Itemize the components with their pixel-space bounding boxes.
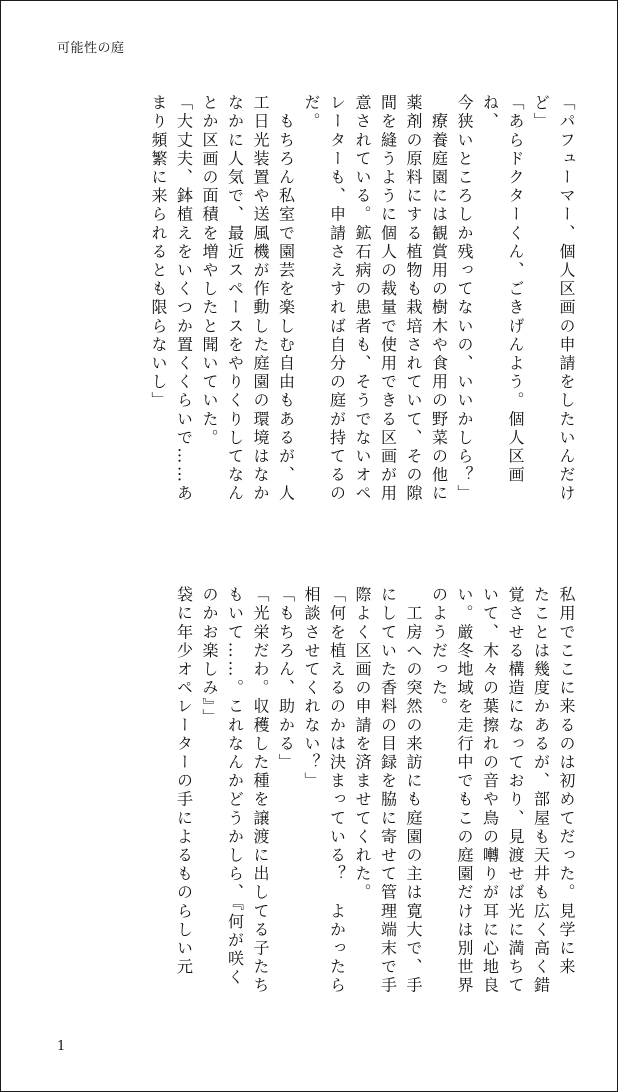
text-line: ど」 — [531, 94, 551, 132]
text-line: まり頻繁に来られるとも限らないし」 — [149, 94, 168, 411]
text-line: 意されている。鉱石病の患者も、そうでないオペ — [353, 94, 372, 504]
text-line: 際よく区画の申請を済ませてくれた。 — [353, 586, 372, 903]
text-line: 工房への突然の来訪にも庭園の主は寛大で、手 — [404, 586, 423, 996]
text-line: 療養庭園には観賞用の樹木や食用の野菜の他に — [429, 94, 449, 504]
text-line: 「大丈夫、鉢植えをいくつか置くくらいで……あ — [174, 94, 194, 504]
page-number: 1 — [57, 1039, 66, 1054]
text-line: 「光栄だわ。収穫した種を譲渡に出してる子たち — [251, 586, 270, 996]
text-line: 工日光装置や送風機が作動した庭園の環境はなか — [251, 94, 270, 504]
text-line: 相談させてくれない？」 — [302, 586, 321, 791]
text-line: なかに人気で、最近スペースをやりくりしてなん — [225, 94, 245, 504]
text-line: のかお楽しみ』」 — [200, 586, 219, 727]
text-block-bottom — [59, 586, 579, 1004]
text-line: 「もちろん、助かる」 — [276, 586, 296, 772]
text-line: 薬剤の原料にする植物も栽培されていて、その隙 — [404, 94, 423, 504]
text-line: にしていた香料の目録を脇に寄せて管理端末で手 — [378, 586, 398, 996]
text-line: 覚させる構造になっており、見渡せば光に満ちて — [506, 586, 525, 996]
text-line: レーターも、申請さえすれば自分の庭が持てるの — [327, 94, 347, 504]
text-line: い。厳冬地域を走行中でもこの庭園だけは別世界 — [455, 586, 474, 996]
text-block-top — [59, 94, 579, 512]
text-line: いて、木々の葉擦れの音や鳥の囀りが耳に心地良 — [480, 586, 500, 996]
text-line: もいて……。これなんかどうかしら、『何が咲く — [225, 586, 245, 988]
text-line: 袋に年少オペレーターの手によるものらしい元 — [174, 586, 194, 977]
text-line: もちろん私室で園芸を楽しむ自由もあるが、人 — [276, 94, 296, 504]
text-line: だ。 — [302, 94, 321, 132]
text-line: 間を縫うように個人の裁量で使用できる区画が用 — [378, 94, 398, 504]
text-line: 私用でここに来るのは初めてだった。見学に来 — [557, 586, 576, 977]
text-line: 今狭いところしか残ってないの、いいかしら？」 — [455, 94, 474, 504]
text-line: 「パフューマー、個人区画の申請をしたいんだけ — [557, 94, 576, 504]
text-line: のようだった。 — [429, 586, 449, 717]
text-line: たことは幾度かあるが、部屋も天井も広く高く錯 — [531, 586, 551, 996]
text-line: 「あらドクターくん、ごきげんよう。個人区画ね、 — [480, 94, 525, 485]
text-line: 「何を植えるのかは決まっている？ よかったら — [327, 586, 347, 996]
text-line: とか区画の面積を増やしたと聞いていた。 — [200, 94, 219, 448]
running-title: 可能性の庭 — [57, 41, 125, 56]
